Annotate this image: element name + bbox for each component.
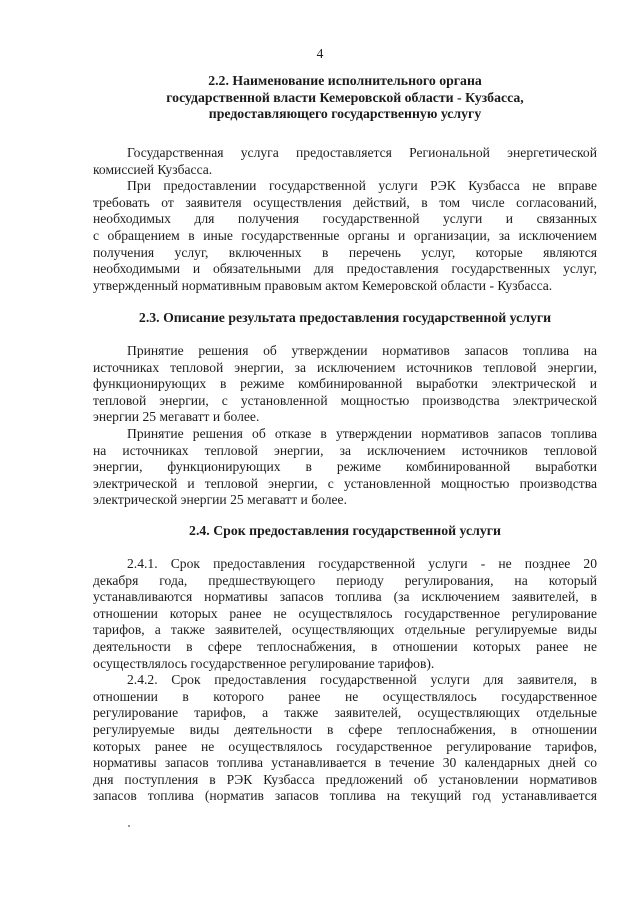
text-line: необходимых для получения государственной услуги и связанных <box>93 211 597 227</box>
paragraph <box>93 556 597 672</box>
text-line: Государственная услуга предоставляется Региональной энергетической <box>127 145 597 160</box>
heading-line: 2.2. Наименование исполнительного органа <box>208 73 482 88</box>
paragraph <box>93 178 597 294</box>
text-line: источниках тепловой энергии, за исключением источников тепловой энергии, <box>93 359 597 375</box>
text-line: электрической и тепловой энергии, с установленной мощностью производства <box>93 475 597 491</box>
text-line: утвержденный нормативным правовым актом Кемеровской области - Кузбасса. <box>93 277 553 293</box>
text-line: с обращением в иные государственные органы и организации, за исключением <box>93 227 597 243</box>
paragraph <box>93 343 597 426</box>
section-2-3-body <box>93 343 597 509</box>
text-line: тарифов, а также заявителей, осуществляющих отдельные регулируемые виды <box>93 622 597 638</box>
text-line: Принятие решения об отказе в утверждении нормативов запасов топлива <box>127 425 597 441</box>
text-line: энергии, функционирующих в режиме комбинированной выработки <box>93 459 597 475</box>
heading-line: предоставляющего государственную услугу <box>208 106 482 121</box>
section-2-2-body <box>93 145 597 294</box>
text-line: электрической энергии 25 мегаватт и более. <box>93 492 347 508</box>
text-line: деятельности в сфере теплоснабжения, в отношении которых ранее не <box>93 638 597 654</box>
text-line: нормативы запасов топлива устанавливается в течение 30 календарных дней со <box>93 755 597 771</box>
text-line: энергии 25 мегаватт и более. <box>93 409 260 425</box>
text-line: на источниках тепловой энергии, за исключением источников тепловой <box>93 442 597 458</box>
text-line: регулируемые виды деятельности в сфере теплоснабжения, в отношении <box>93 721 597 737</box>
text-line: Принятие решения об утверждении нормативов запасов топлива на <box>127 343 597 358</box>
heading-line: государственной власти Кемеровской области - Кузбасса, <box>166 89 524 105</box>
text-line: 2.4.1. Срок предоставления государственной услуги - не позднее 20 <box>127 556 597 571</box>
text-line: которых ранее не осуществлялось государственное регулирование тарифов, <box>93 738 597 754</box>
section-heading <box>93 523 597 540</box>
text-line: дня поступления в РЭК Кузбасса предложений об установлении нормативов <box>93 771 597 787</box>
text-line: функционирующих в режиме комбинированной выработки электрической и <box>93 376 597 392</box>
section-2-3 <box>93 310 597 327</box>
text-line: тепловой энергии, с установленной мощностью производства электрической <box>93 392 597 408</box>
text-line: устанавливаются нормативы запасов топлива (за исключением заявителей, в <box>93 589 597 605</box>
text-line: получения услуг, включенных в перечень услуг, которые являются <box>93 244 597 260</box>
heading-line: 2.3. Описание результата предоставления государственной услуги <box>138 310 552 325</box>
scan-speck <box>128 825 130 827</box>
section-heading <box>93 73 597 123</box>
text-line: декабря года, предшествующего периоду регулирования, на который <box>93 572 597 588</box>
text-line: отношении которых ранее не осуществлялось государственное регулирование <box>93 605 597 621</box>
section-heading <box>93 310 597 327</box>
text-line: При предоставлении государственной услуги РЭК Кузбасса не вправе <box>127 178 597 194</box>
text-line: осуществлялось государственное регулирование тарифов). <box>93 655 435 671</box>
paragraph <box>93 672 597 805</box>
text-line: требовать от заявителя осуществления действий, в том числе согласований, <box>93 194 597 210</box>
text-line: регулирование тарифов, а также заявителей, осуществляющих отдельные <box>93 705 597 721</box>
heading-line: 2.4. Срок предоставления государственной услуги <box>189 523 501 538</box>
paragraph <box>93 145 597 178</box>
section-2-4 <box>93 523 597 540</box>
paragraph <box>93 426 597 509</box>
text-line: 2.4.2. Срок предоставления государственной услуги для заявителя, в <box>127 672 597 688</box>
page-number: 4 <box>316 46 324 61</box>
text-line: необходимыми и обязательными для предоставления государственных услуг, <box>93 261 597 277</box>
text-line: запасов топлива (норматив запасов топлива на текущий год устанавливается <box>93 788 597 804</box>
section-2-4-body <box>93 556 597 805</box>
section-2-2 <box>93 73 597 123</box>
text-line: комиссией Кузбасса. <box>93 161 213 177</box>
text-line: отношении в которого ранее не осуществлялось государственное <box>93 688 597 704</box>
